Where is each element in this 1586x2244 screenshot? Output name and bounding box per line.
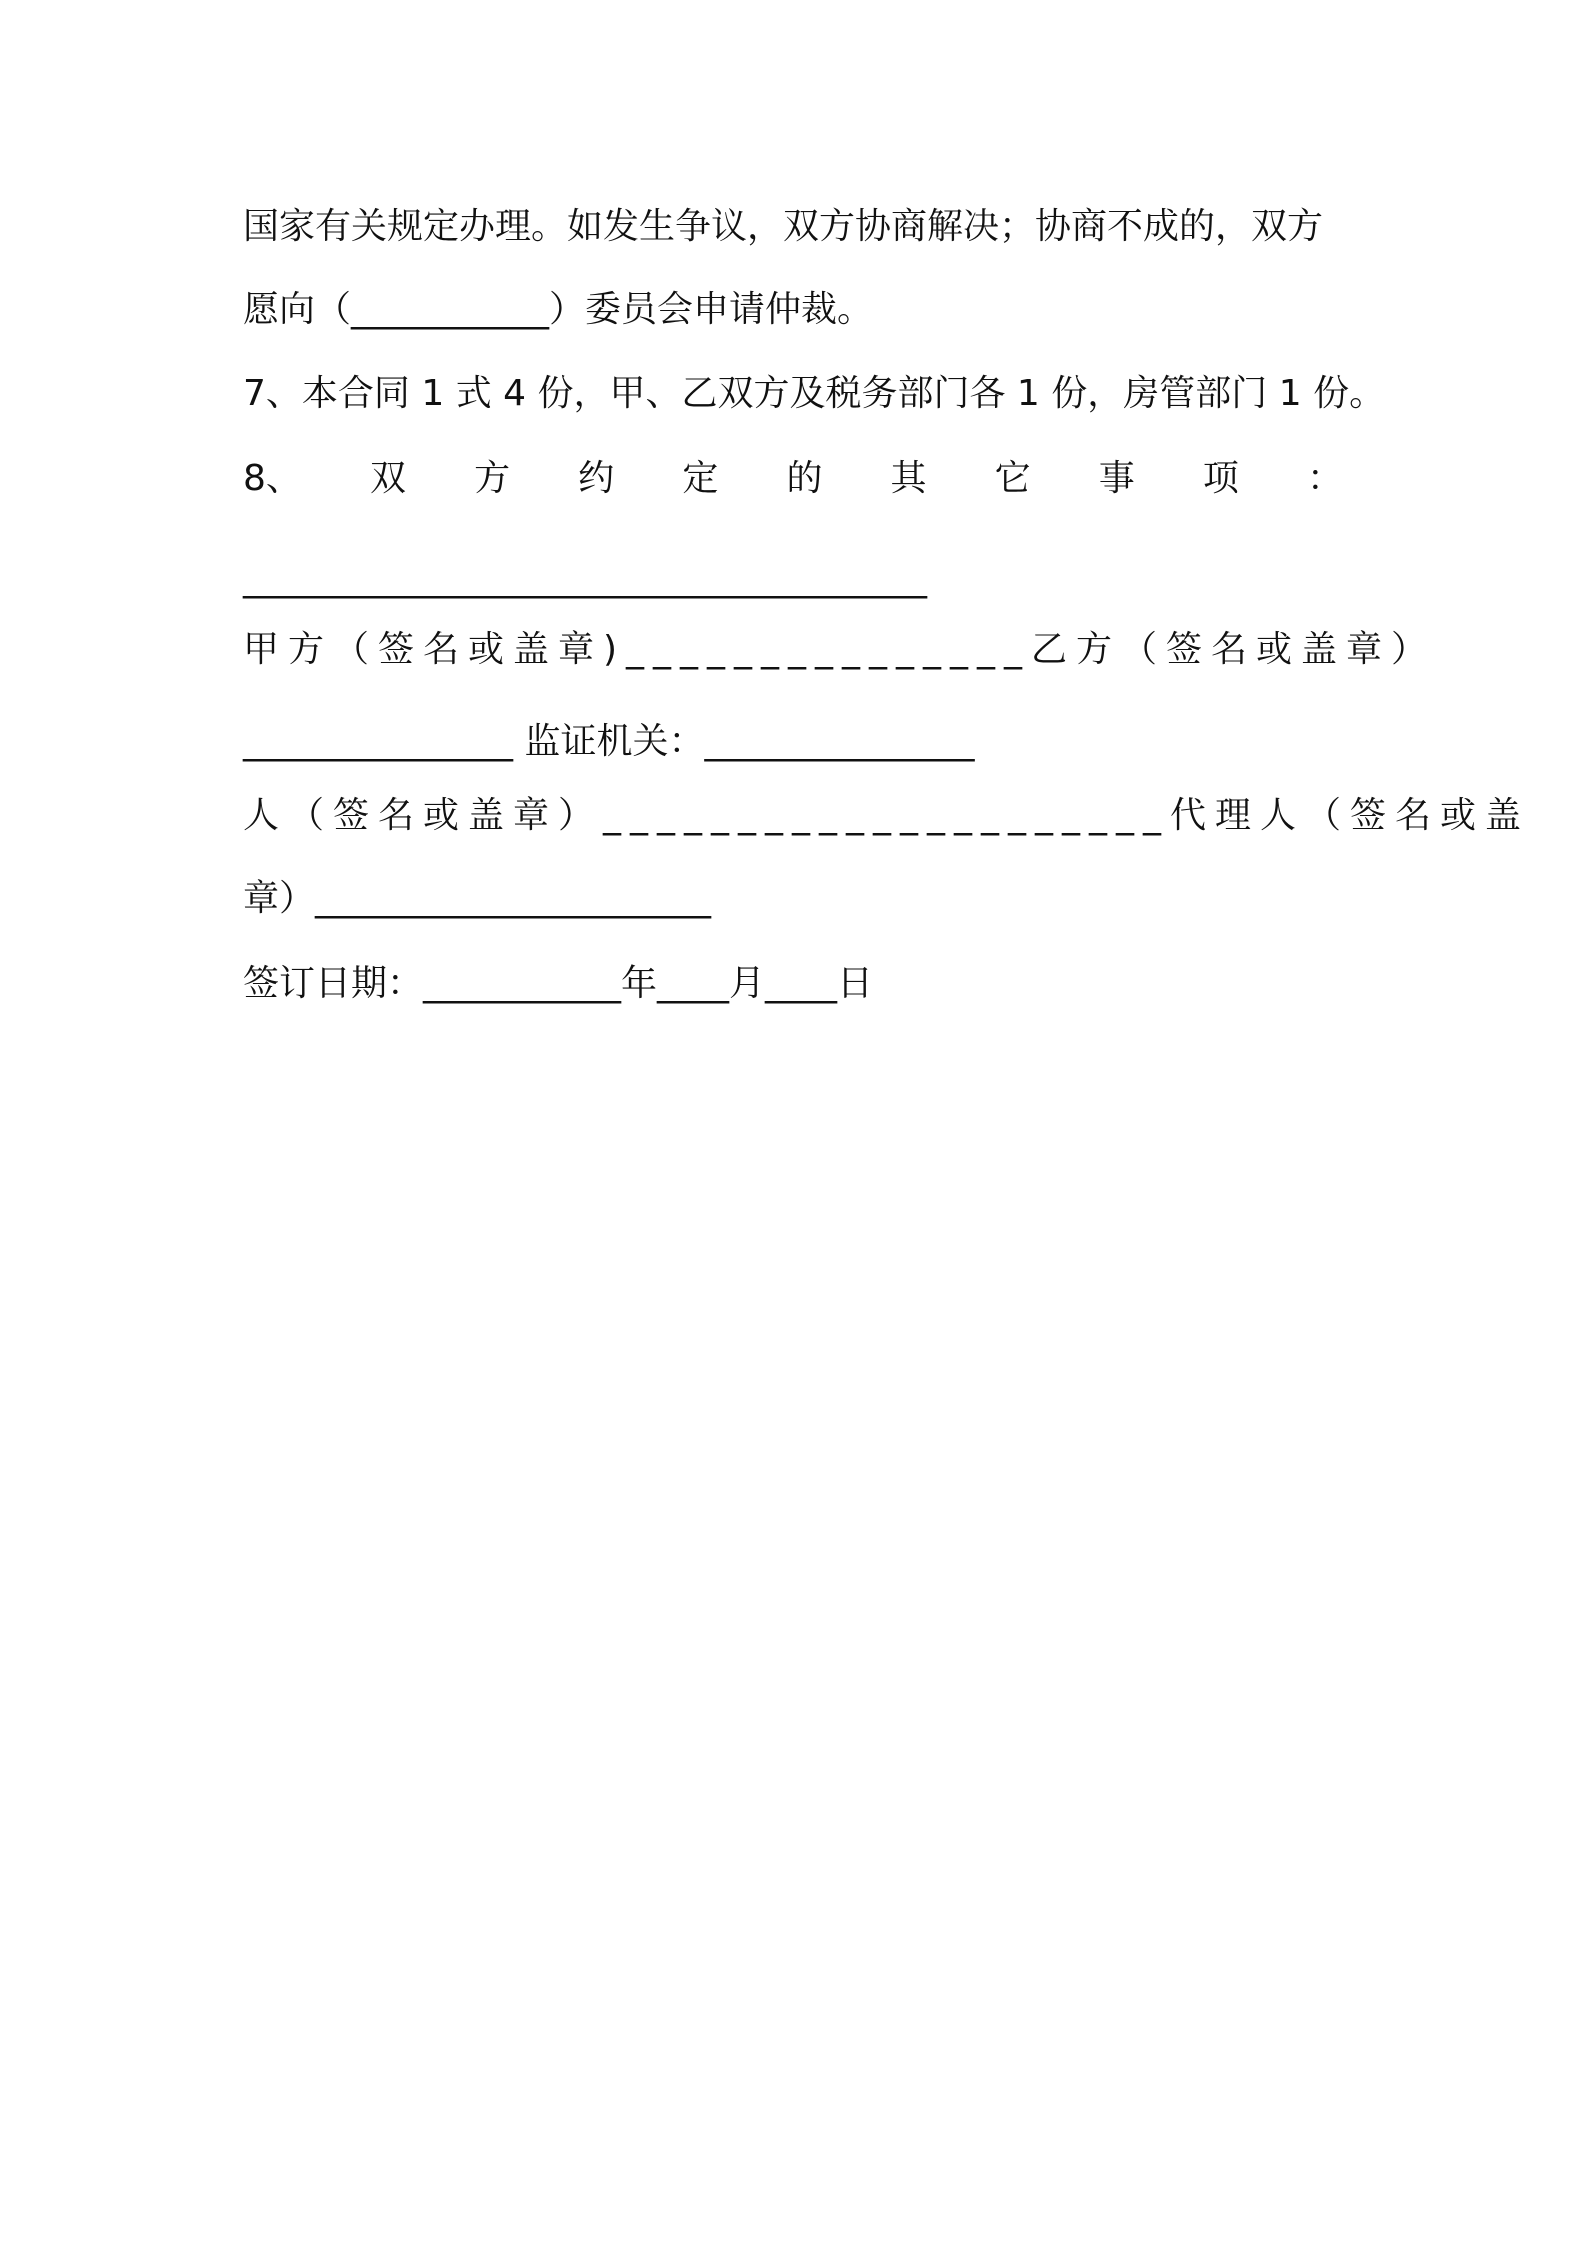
clause-7-copies: 7、本合同 1 式 4 份，甲、乙双方及税务部门各 1 份，房管部门 1 份。 (243, 373, 1386, 414)
clause-8-char: 约 (578, 458, 615, 499)
clause-8-char: 定 (682, 458, 719, 499)
agent-signature-continuation: 章）______________________ (243, 878, 712, 919)
clause-8-char: 8、 (243, 458, 302, 499)
party-b-signature-label: 乙方（签名或盖章） (1031, 629, 1437, 670)
clause-8-char: 的 (786, 458, 823, 499)
clause-8-char: 项 (1202, 458, 1239, 499)
signing-date-row: 签订日期：___________年____月____日 (243, 963, 874, 1004)
arbitration-clause-line-1: 国家有关规定办理。如发生争议，双方协商解决；协商不成的，双方 (243, 206, 1324, 247)
clause-8-char: 其 (890, 458, 927, 499)
clause-8-char: 它 (994, 458, 1031, 499)
clause-8-char: 方 (474, 458, 511, 499)
supervising-authority-row: _______________ 监证机关：_______________ (243, 721, 975, 762)
clause-8-other-matters (243, 455, 1343, 503)
arbitration-clause-line-2: 愿向（___________）委员会申请仲裁。 (243, 289, 874, 330)
party-b-agent-signature-label: 代理人（签名或盖 (1170, 795, 1531, 836)
agent-signature-row (243, 792, 1531, 840)
clause-8-char: 双 (370, 458, 407, 499)
party-a-signature-row (243, 626, 1437, 674)
clause-8-char: ： (1306, 458, 1343, 499)
party-a-agent-signature-label: 人（签名或盖章）_____________________ (243, 795, 1171, 836)
clause-8-char: 事 (1098, 458, 1135, 499)
party-a-signature-label: 甲方（签名或盖章)_______________ (243, 629, 1032, 670)
other-matters-blank-line: ______________________________________ (243, 558, 927, 599)
